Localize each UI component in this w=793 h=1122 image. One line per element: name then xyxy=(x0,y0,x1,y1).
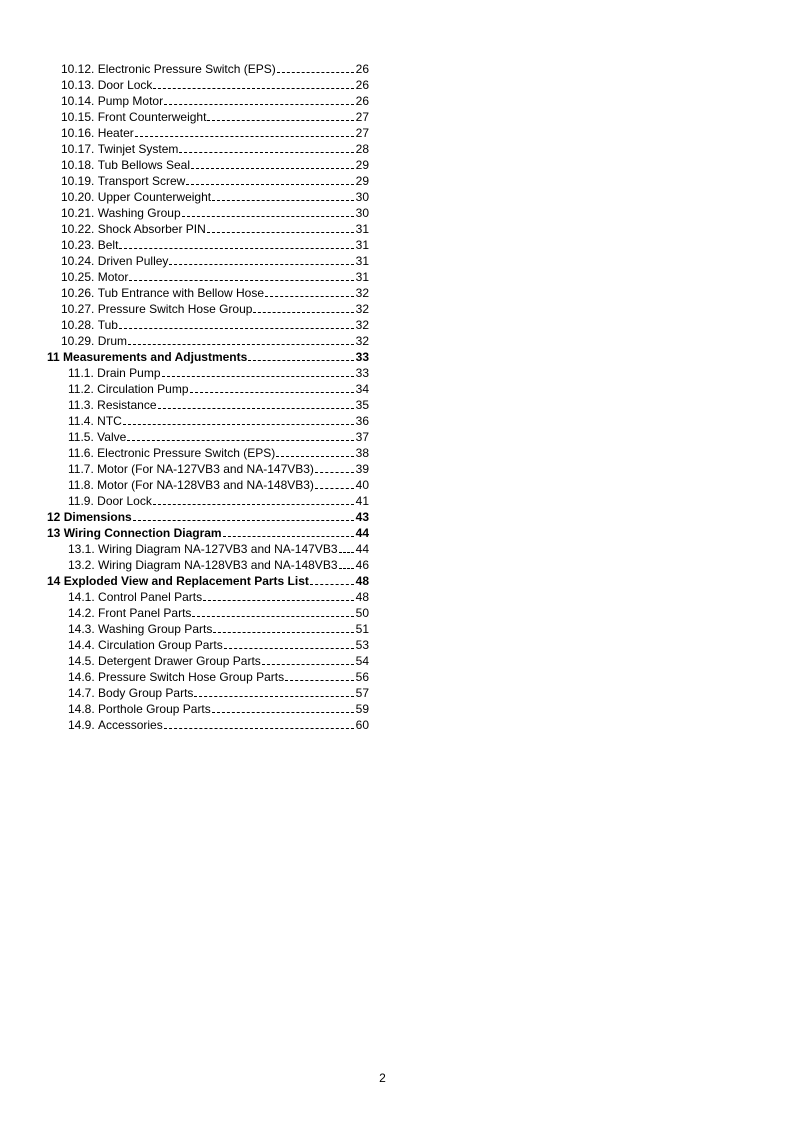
toc-dot-leader xyxy=(191,168,354,169)
toc-entry-number: 10.27. xyxy=(61,302,95,316)
toc-entry-number: 10.21. xyxy=(61,206,95,220)
toc-section-row[interactable] xyxy=(0,492,793,508)
toc-entry-page: 54 xyxy=(355,654,369,668)
toc-entry-number: 10.17. xyxy=(61,142,95,156)
toc-entry-number: 10.28. xyxy=(61,318,95,332)
toc-dot-leader xyxy=(190,392,354,393)
toc-section-row[interactable] xyxy=(0,140,793,156)
toc-entry-title: Motor xyxy=(97,270,129,284)
toc-entry-number: 10.16. xyxy=(61,126,95,140)
toc-entry-title: Measurements and Adjustments xyxy=(63,350,248,364)
toc-entry-number: 11.4. xyxy=(68,414,94,428)
toc-entry-title: Heater xyxy=(97,126,134,140)
toc-section-row[interactable] xyxy=(0,188,793,204)
toc-entry-page: 33 xyxy=(355,366,369,380)
toc-entry-page: 27 xyxy=(355,126,369,140)
toc-entry-page: 36 xyxy=(355,414,369,428)
toc-entry-page: 31 xyxy=(355,254,369,268)
toc-entry-number: 14.4. xyxy=(68,638,95,652)
toc-dot-leader xyxy=(119,328,354,329)
toc-entry-page: 38 xyxy=(355,446,369,460)
toc-entry-page: 43 xyxy=(355,510,369,524)
toc-section-row[interactable] xyxy=(0,684,793,700)
toc-entry-number: 14.9. xyxy=(68,718,95,732)
toc-dot-leader xyxy=(207,120,354,121)
toc-section-row[interactable] xyxy=(0,588,793,604)
toc-section-row[interactable] xyxy=(0,380,793,396)
toc-section-row[interactable] xyxy=(0,76,793,92)
toc-entry-number: 14.5. xyxy=(68,654,95,668)
toc-entry-page: 29 xyxy=(355,174,369,188)
toc-entry-number: 11.5. xyxy=(68,430,94,444)
toc-entry-number: 14.6. xyxy=(68,670,95,684)
toc-entry-title: Driven Pulley xyxy=(97,254,169,268)
toc-dot-leader xyxy=(265,296,354,297)
toc-entry-number: 11.6. xyxy=(68,446,94,460)
toc-entry-page: 51 xyxy=(355,622,369,636)
toc-entry-number: 13.1. xyxy=(68,542,95,556)
toc-entry-title: Tub Entrance with Bellow Hose xyxy=(97,286,265,300)
toc-section-row[interactable] xyxy=(0,620,793,636)
toc-dot-leader xyxy=(315,488,354,489)
toc-entry-title: Drum xyxy=(97,334,128,348)
toc-dot-leader xyxy=(203,600,354,601)
toc-entry-page: 34 xyxy=(355,382,369,396)
toc-entry-title: Motor (For NA-128VB3 and NA-148VB3) xyxy=(97,478,314,492)
toc-dot-leader xyxy=(119,248,354,249)
toc-entry-title: Washing Group xyxy=(97,206,181,220)
toc-entry-title: Front Panel Parts xyxy=(98,606,192,620)
table-of-contents xyxy=(0,60,793,732)
toc-section-row[interactable] xyxy=(0,636,793,652)
toc-section-row[interactable] xyxy=(0,220,793,236)
toc-dot-leader xyxy=(127,440,354,441)
toc-section-row[interactable] xyxy=(0,108,793,124)
toc-chapter-row[interactable] xyxy=(0,508,793,524)
toc-entry-page: 31 xyxy=(355,270,369,284)
toc-entry-page: 46 xyxy=(355,558,369,572)
toc-chapter-row[interactable] xyxy=(0,348,793,364)
toc-dot-leader xyxy=(315,472,354,473)
toc-entry-number: 11.9. xyxy=(68,494,94,508)
toc-dot-leader xyxy=(262,664,354,665)
toc-dot-leader xyxy=(164,104,354,105)
toc-entry-page: 26 xyxy=(355,78,369,92)
toc-entry-title: Wiring Diagram NA-127VB3 and NA-147VB3 xyxy=(98,542,338,556)
toc-entry-page: 32 xyxy=(355,334,369,348)
toc-entry-page: 26 xyxy=(355,94,369,108)
toc-dot-leader xyxy=(169,264,354,265)
toc-entry-page: 44 xyxy=(355,542,369,556)
toc-entry-number: 13 xyxy=(47,526,61,540)
toc-entry-page: 41 xyxy=(355,494,369,508)
toc-dot-leader xyxy=(339,552,355,553)
toc-dot-leader xyxy=(179,152,354,153)
toc-entry-number: 14.3. xyxy=(68,622,95,636)
toc-section-row[interactable] xyxy=(0,476,793,492)
toc-entry-title: Transport Screw xyxy=(97,174,186,188)
toc-chapter-row[interactable] xyxy=(0,572,793,588)
toc-dot-leader xyxy=(135,136,354,137)
toc-entry-number: 14.7. xyxy=(68,686,95,700)
toc-entry-page: 31 xyxy=(355,222,369,236)
toc-entry-number: 10.26. xyxy=(61,286,95,300)
toc-entry-title: Pressure Switch Hose Group Parts xyxy=(98,670,285,684)
toc-entry-title: Wiring Connection Diagram xyxy=(63,526,222,540)
toc-entry-title: Wiring Diagram NA-128VB3 and NA-148VB3 xyxy=(98,558,338,572)
toc-entry-title: Upper Counterweight xyxy=(97,190,212,204)
toc-section-row[interactable] xyxy=(0,556,793,572)
toc-entry-page: 32 xyxy=(355,302,369,316)
toc-entry-number: 11.8. xyxy=(68,478,94,492)
toc-section-row[interactable] xyxy=(0,300,793,316)
toc-entry-number: 10.12. xyxy=(61,62,95,76)
toc-section-row[interactable] xyxy=(0,124,793,140)
toc-dot-leader xyxy=(223,536,354,537)
toc-entry-title: Pump Motor xyxy=(97,94,164,108)
toc-dot-leader xyxy=(212,712,354,713)
toc-entry-number: 10.15. xyxy=(61,110,95,124)
toc-entry-page: 44 xyxy=(355,526,369,540)
toc-dot-leader xyxy=(224,648,354,649)
toc-entry-page: 50 xyxy=(355,606,369,620)
toc-dot-leader xyxy=(164,728,354,729)
toc-section-row[interactable] xyxy=(0,428,793,444)
toc-entry-title: Accessories xyxy=(98,718,163,732)
toc-entry-title: Twinjet System xyxy=(97,142,179,156)
toc-entry-title: Circulation Pump xyxy=(97,382,189,396)
toc-entry-title: Motor (For NA-127VB3 and NA-147VB3) xyxy=(97,462,314,476)
toc-dot-leader xyxy=(186,184,354,185)
toc-section-row[interactable] xyxy=(0,156,793,172)
toc-entry-number: 11.3. xyxy=(68,398,94,412)
toc-dot-leader xyxy=(153,88,354,89)
toc-dot-leader xyxy=(128,344,354,345)
toc-section-row[interactable] xyxy=(0,460,793,476)
toc-entry-number: 14.8. xyxy=(68,702,95,716)
toc-entry-page: 33 xyxy=(355,350,369,364)
toc-entry-title: Drain Pump xyxy=(97,366,161,380)
toc-entry-title: Detergent Drawer Group Parts xyxy=(98,654,261,668)
toc-entry-title: Tub xyxy=(97,318,118,332)
toc-entry-page: 32 xyxy=(355,286,369,300)
toc-entry-page: 53 xyxy=(355,638,369,652)
toc-section-row[interactable] xyxy=(0,540,793,556)
toc-entry-page: 28 xyxy=(355,142,369,156)
toc-dot-leader xyxy=(285,680,354,681)
toc-dot-leader xyxy=(162,376,354,377)
toc-entry-number: 14.1. xyxy=(68,590,95,604)
toc-dot-leader xyxy=(248,360,354,361)
toc-dot-leader xyxy=(182,216,354,217)
toc-section-row[interactable] xyxy=(0,252,793,268)
toc-entry-page: 39 xyxy=(355,462,369,476)
toc-section-row[interactable] xyxy=(0,444,793,460)
toc-entry-page: 48 xyxy=(355,574,369,588)
toc-section-row[interactable] xyxy=(0,60,793,76)
toc-entry-number: 10.29. xyxy=(61,334,95,348)
toc-entry-page: 35 xyxy=(355,398,369,412)
toc-section-row[interactable] xyxy=(0,92,793,108)
toc-entry-number: 10.22. xyxy=(61,222,95,236)
toc-entry-title: Control Panel Parts xyxy=(98,590,203,604)
toc-entry-number: 10.13. xyxy=(61,78,95,92)
toc-entry-page: 32 xyxy=(355,318,369,332)
toc-section-row[interactable] xyxy=(0,284,793,300)
toc-section-row[interactable] xyxy=(0,396,793,412)
toc-section-row[interactable] xyxy=(0,716,793,732)
toc-entry-title: Washing Group Parts xyxy=(98,622,213,636)
toc-dot-leader xyxy=(276,456,354,457)
toc-entry-title: Dimensions xyxy=(63,510,132,524)
toc-entry-page: 37 xyxy=(355,430,369,444)
toc-entry-title: Shock Absorber PIN xyxy=(97,222,206,236)
toc-section-row[interactable] xyxy=(0,668,793,684)
toc-entry-number: 10.25. xyxy=(61,270,95,284)
toc-dot-leader xyxy=(339,568,355,569)
toc-entry-page: 29 xyxy=(355,158,369,172)
toc-section-row[interactable] xyxy=(0,236,793,252)
toc-entry-page: 40 xyxy=(355,478,369,492)
toc-entry-title: Pressure Switch Hose Group xyxy=(97,302,253,316)
toc-dot-leader xyxy=(212,200,354,201)
toc-entry-title: Electronic Pressure Switch (EPS) xyxy=(97,446,276,460)
toc-entry-page: 57 xyxy=(355,686,369,700)
toc-entry-number: 11.7. xyxy=(68,462,94,476)
toc-entry-title: NTC xyxy=(97,414,122,428)
toc-entry-number: 14.2. xyxy=(68,606,95,620)
toc-entry-page: 30 xyxy=(355,206,369,220)
toc-entry-title: Tub Bellows Seal xyxy=(97,158,190,172)
toc-entry-page: 30 xyxy=(355,190,369,204)
toc-entry-page: 48 xyxy=(355,590,369,604)
toc-entry-title: Front Counterweight xyxy=(97,110,207,124)
toc-entry-number: 10.23. xyxy=(61,238,95,252)
toc-dot-leader xyxy=(192,616,354,617)
toc-entry-title: Circulation Group Parts xyxy=(98,638,223,652)
toc-section-row[interactable] xyxy=(0,604,793,620)
toc-section-row[interactable] xyxy=(0,364,793,380)
toc-dot-leader xyxy=(153,504,354,505)
toc-dot-leader xyxy=(194,696,354,697)
toc-entry-number: 12 xyxy=(47,510,61,524)
toc-dot-leader xyxy=(253,312,354,313)
toc-dot-leader xyxy=(213,632,354,633)
toc-dot-leader xyxy=(129,280,354,281)
toc-dot-leader xyxy=(277,72,354,73)
toc-entry-title: Body Group Parts xyxy=(98,686,194,700)
toc-section-row[interactable] xyxy=(0,172,793,188)
toc-entry-title: Valve xyxy=(97,430,127,444)
toc-entry-title: Resistance xyxy=(97,398,157,412)
toc-entry-number: 10.19. xyxy=(61,174,95,188)
toc-section-row[interactable] xyxy=(0,316,793,332)
toc-entry-page: 26 xyxy=(355,62,369,76)
toc-entry-number: 11 xyxy=(47,350,60,364)
toc-section-row[interactable] xyxy=(0,204,793,220)
toc-dot-leader xyxy=(133,520,354,521)
toc-entry-title: Belt xyxy=(97,238,119,252)
toc-entry-title: Door Lock xyxy=(97,78,153,92)
toc-entry-number: 11.2. xyxy=(68,382,94,396)
toc-section-row[interactable] xyxy=(0,412,793,428)
toc-entry-page: 60 xyxy=(355,718,369,732)
toc-entry-page: 27 xyxy=(355,110,369,124)
toc-section-row[interactable] xyxy=(0,268,793,284)
toc-entry-page: 56 xyxy=(355,670,369,684)
toc-chapter-row[interactable] xyxy=(0,524,793,540)
toc-section-row[interactable] xyxy=(0,332,793,348)
toc-entry-number: 13.2. xyxy=(68,558,95,572)
toc-entry-title: Exploded View and Replacement Parts List xyxy=(63,574,309,588)
toc-entry-title: Electronic Pressure Switch (EPS) xyxy=(97,62,276,76)
toc-entry-number: 10.18. xyxy=(61,158,95,172)
toc-dot-leader xyxy=(310,584,354,585)
toc-dot-leader xyxy=(123,424,354,425)
toc-entry-number: 11.1. xyxy=(68,366,94,380)
toc-entry-title: Porthole Group Parts xyxy=(98,702,211,716)
toc-entry-number: 14 xyxy=(47,574,61,588)
toc-entry-number: 10.24. xyxy=(61,254,95,268)
toc-dot-leader xyxy=(158,408,354,409)
toc-entry-title: Door Lock xyxy=(97,494,152,508)
page-number: 2 xyxy=(379,1071,386,1085)
toc-entry-page: 31 xyxy=(355,238,369,252)
toc-section-row[interactable] xyxy=(0,652,793,668)
toc-entry-page: 59 xyxy=(355,702,369,716)
toc-section-row[interactable] xyxy=(0,700,793,716)
toc-entry-number: 10.20. xyxy=(61,190,95,204)
toc-entry-number: 10.14. xyxy=(61,94,95,108)
toc-dot-leader xyxy=(207,232,354,233)
